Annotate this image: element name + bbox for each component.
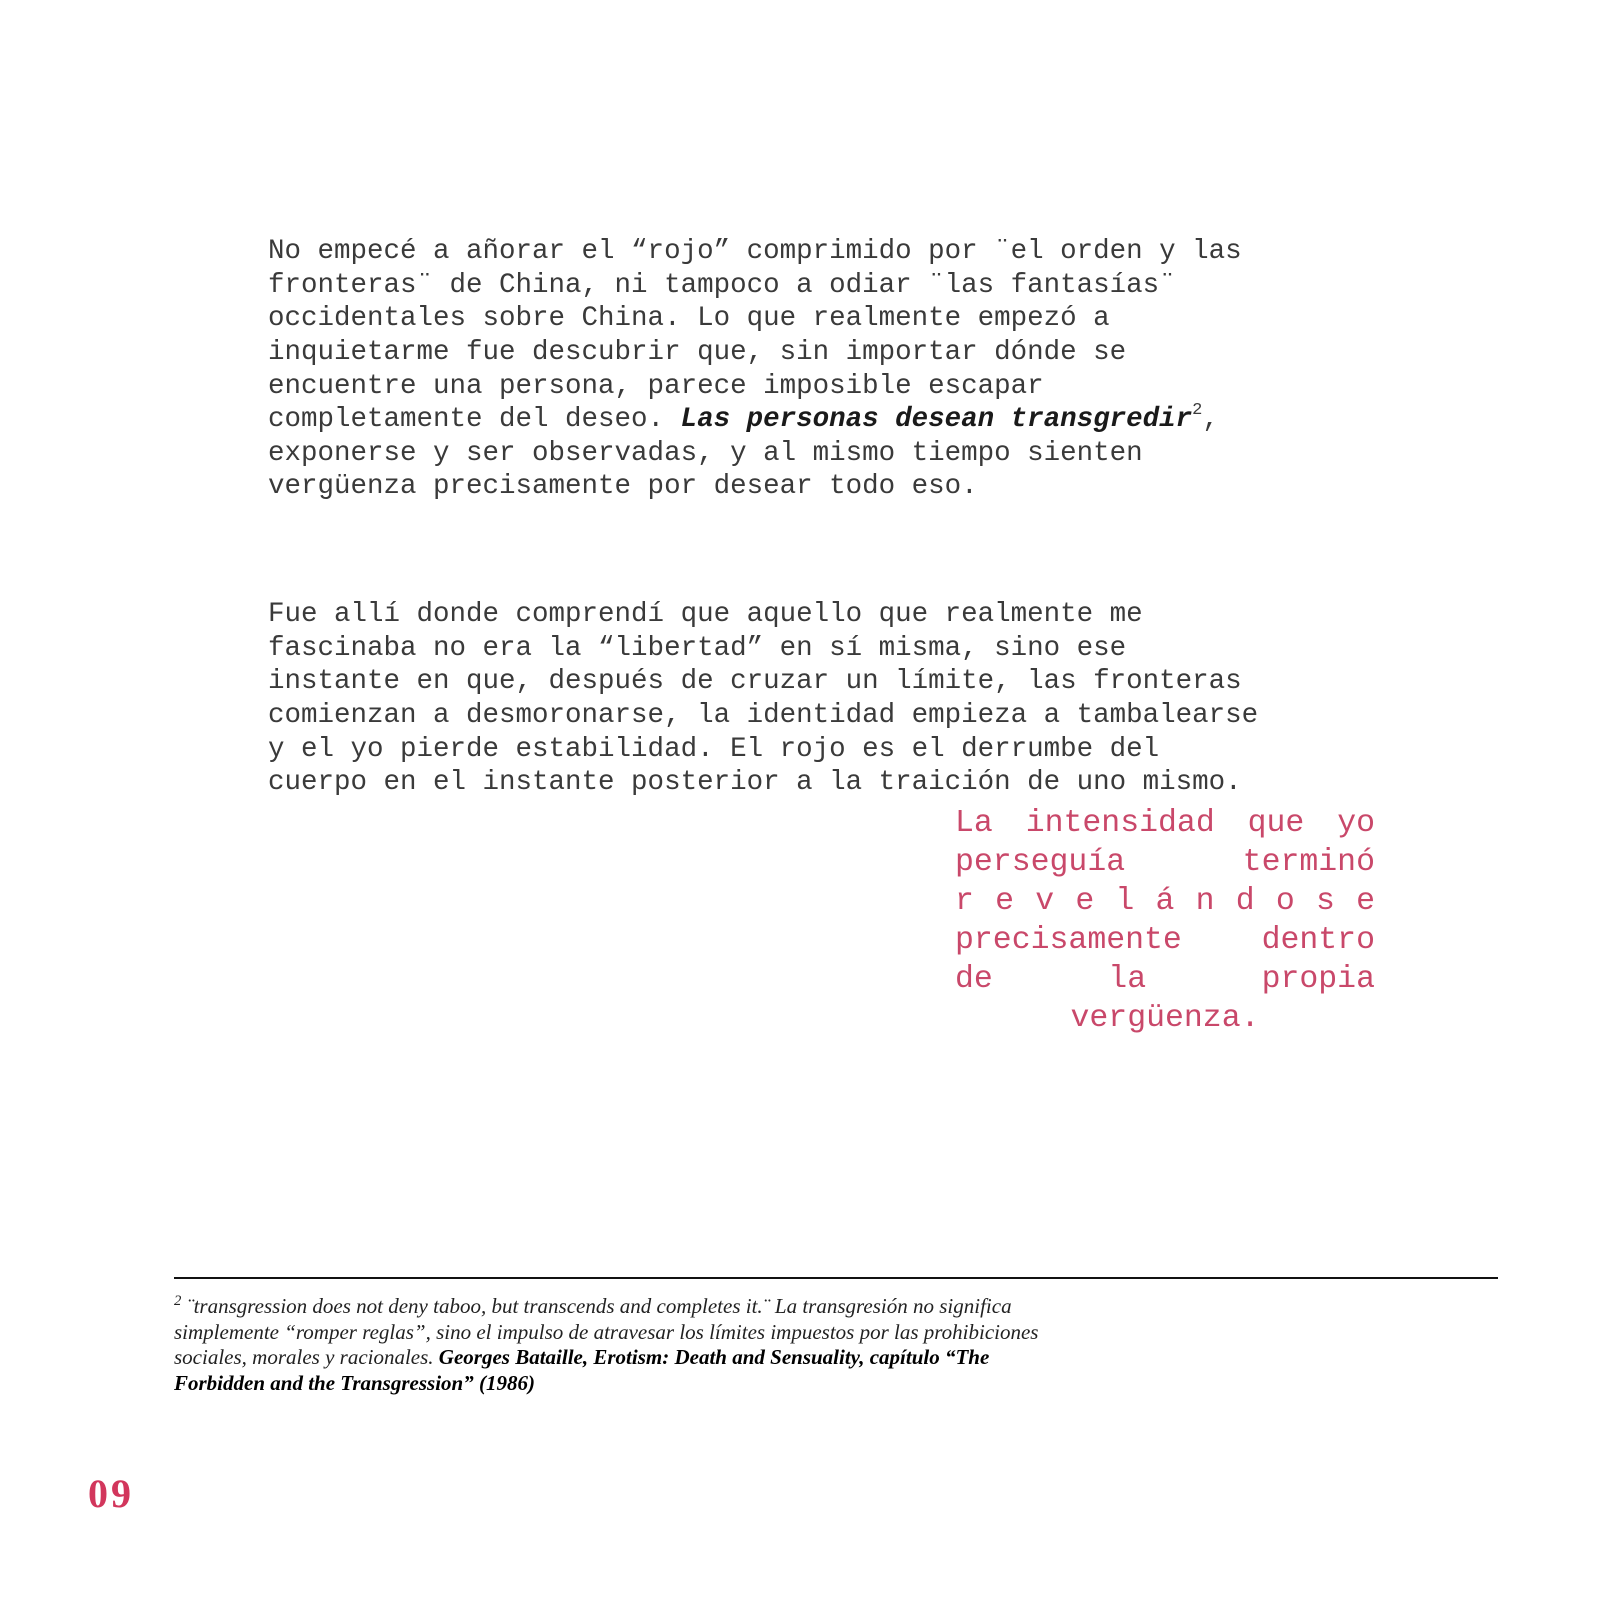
pull-quote-line: La intensidad que yo (955, 806, 1375, 841)
paragraph-2 (268, 598, 1368, 800)
footnote-marker: 2 (174, 1292, 182, 1309)
paragraph-1-line: occidentales sobre China. Lo que realmente empezó a (268, 303, 1110, 335)
pull-quote-line: perseguía terminó (955, 845, 1375, 880)
footnote-citation: Forbidden and the Transgression” (1986) (174, 1370, 535, 1395)
paragraph-1-line: vergüenza precisamente por desear todo eso. (268, 471, 978, 503)
main-text (268, 168, 1368, 833)
pull-quote-line: vergüenza. (1070, 1001, 1260, 1036)
paragraph-2-line: y el yo pierde estabilidad. El rojo es el derrumbe del (268, 733, 1160, 765)
paragraph-2-line: instante en que, después de cruzar un límite, las fronteras (268, 666, 1242, 698)
footnote-text: ¨transgression does not deny taboo, but transcends and completes it.¨ La transgresión no significa (181, 1294, 1012, 1318)
footnote-citation: Georges Bataille, Erotism: Death and Sensuality, capítulo “The (438, 1345, 990, 1369)
paragraph-2-line: comienzan a desmoronarse, la identidad empieza a tambalearse (268, 699, 1259, 731)
emphasized-phrase: Las personas desean transgredir (680, 404, 1193, 436)
footnote-line: simplemente “romper reglas”, sino el impulso de atravesar los límites impuestos por las prohibiciones (174, 1319, 1039, 1344)
paragraph-1-line: completamente del deseo. (268, 404, 681, 436)
footnote-line (174, 1345, 1224, 1371)
footnote-divider (174, 1277, 1498, 1279)
paragraph-2-line: fascinaba no era la “libertad” en sí misma, sino ese (268, 632, 1127, 664)
pull-quote-line: precisamente dentro (955, 923, 1375, 958)
footnote-line (174, 1294, 1224, 1320)
pull-quote-line: r e v e l á n d o s e (955, 884, 1375, 919)
paragraph-1-line: No empecé a añorar el “rojo” comprimido por ¨el orden y las (268, 236, 1242, 268)
paragraph-1 (268, 235, 1368, 504)
footnote (174, 1294, 1224, 1396)
paragraph-2-line: Fue allí donde comprendí que aquello que realmente me (268, 599, 1143, 631)
paragraph-1-line: inquietarme fue descubrir que, sin importar dónde se (268, 336, 1127, 368)
page-number: 09 (88, 1471, 134, 1516)
pull-quote (955, 804, 1375, 1038)
footnote-text: sociales, morales y racionales. (174, 1345, 439, 1369)
paragraph-2-line: cuerpo en el instante posterior a la traición de uno mismo. (268, 767, 1242, 799)
paragraph-1-line: encuentre una persona, parece imposible escapar (268, 370, 1044, 402)
pull-quote-line: de la propia (955, 962, 1375, 997)
footnote-reference-marker[interactable]: 2 (1192, 401, 1203, 421)
paragraph-1-line: , (1202, 404, 1219, 436)
paragraph-1-line: fronteras¨ de China, ni tampoco a odiar ¨las fantasías¨ (268, 269, 1176, 301)
paragraph-1-line: exponerse y ser observadas, y al mismo tiempo sienten (268, 437, 1143, 469)
